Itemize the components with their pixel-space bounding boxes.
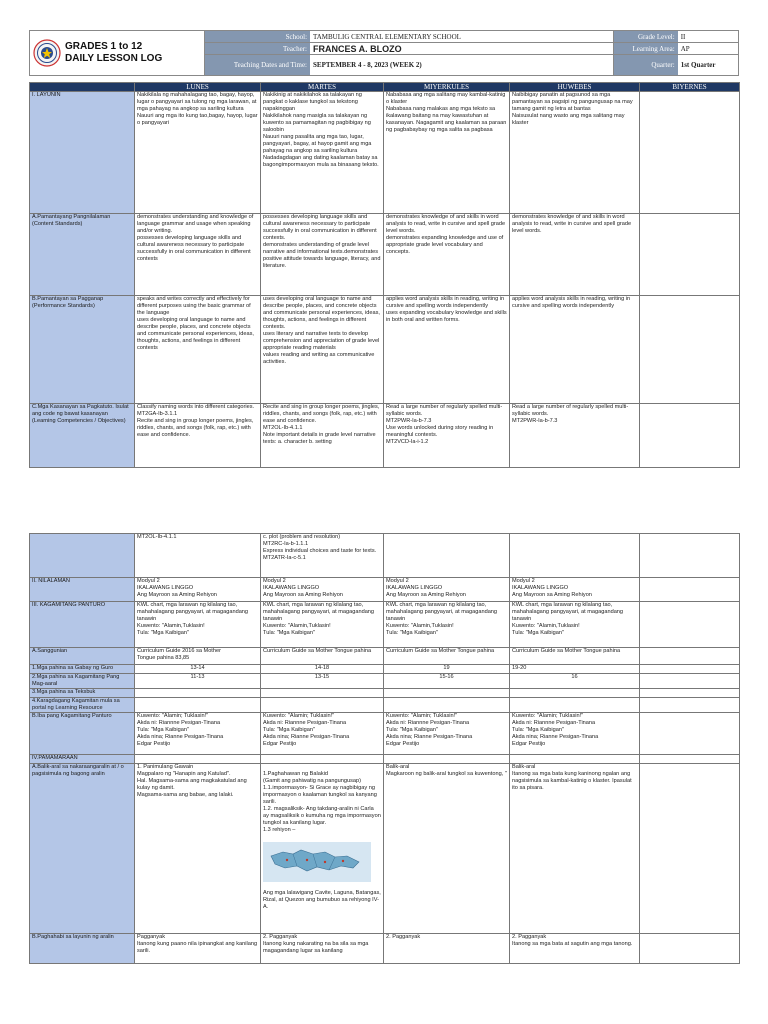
cell-lunes: MT2OL-Ib-4.1.1: [135, 534, 261, 578]
day-header-lunes: LUNES: [135, 83, 261, 92]
cell-biyernes: [640, 578, 740, 602]
grade-label: Grade Level:: [614, 31, 678, 42]
cell-miyerkules: KWL chart, mga larawan ng kilalang tao, mahahalagang pangyayari, at magagandang tanawin Kuwento: "Alamin,Tuklasin! Tula: "Mga Kaibigan": [384, 602, 510, 648]
lesson-table-page-1: [29, 82, 740, 468]
cell-lunes: 1. Panimulang Gawain Magpalaro ng "Hanapin ang Katulad". Hal. Magsama-sama ang magkakatulad ang kulay ng damit. Magsama-sama ang babae, ang lalaki.: [135, 764, 261, 934]
row-label: 1.Mga pahina sa Gabay ng Guro: [30, 665, 135, 674]
header-title-block: [30, 31, 205, 75]
teacher-value: FRANCES A. BLOZO: [313, 43, 402, 54]
cell-huwebes: KWL chart, mga larawan ng kilalang tao, mahahalagang pangyayari, at magagandang tanawin Kuwento: "Alamin,Tuklasin! Tula: "Mga Kaibigan": [510, 602, 640, 648]
table-row-competencies-continued: [30, 534, 740, 578]
cell-lunes: [135, 698, 261, 713]
cell-huwebes: Curriculum Guide sa Mother Tongue pahina: [510, 648, 640, 665]
cell-martes: Curriculum Guide sa Mother Tongue pahina: [261, 648, 384, 665]
cell-huwebes: Read a large number of regularly spelled multi-syllabic words. MT2PWR-Ia-b-7.3: [510, 404, 640, 468]
cell-miyerkules: Balik-aral Magkaroon ng balik-aral tungkol sa kuwentong, ": [384, 764, 510, 934]
cell-huwebes: 16: [510, 674, 640, 689]
cell-huwebes: demonstrates knowledge of and skills in word analysis to read, write in cursive and spell grade level words.: [510, 214, 640, 296]
cell-miyerkules: applies word analysis skills in reading, writing in cursive and spelling words independently uses expanding vocabulary knowledge and skills in both oral and written forms.: [384, 296, 510, 404]
table-row-kagamitang-panturo: [30, 602, 740, 648]
row-label: B.Iba pang Kagamitang Panturo: [30, 713, 135, 755]
cell-lunes: Classify naming words into different categories. MT2GA-Ib-3.1.1 Recite and sing in group longer poems, jingles, riddles, chants, and songs (folk, rap, etc.) with ease and confidence.: [135, 404, 261, 468]
header-quarter-row: [614, 55, 738, 75]
cell-martes: c. plot (problem and resolution) MT2RC-Ia-b-1.1.1 Express individual choices and taste for texts. MT2ATR-Ia-c-5.1: [261, 534, 384, 578]
row-label: C.Mga Kasanayan sa Pagkatuto. Isulat ang code ng bawat kasanayan (Learning Competencies / Objectives): [30, 404, 135, 468]
cell-martes: 13-15: [261, 674, 384, 689]
cell-lunes: KWL chart, mga larawan ng kilalang tao, mahahalagang pangyayari, at magagandang tanawin Kuwento: "Alamin,Tuklasin! Tula: "Mga Kaibigan": [135, 602, 261, 648]
cell-lunes: 11-13: [135, 674, 261, 689]
cell-biyernes: [640, 713, 740, 755]
cell-huwebes: Kuwento: "Alamin; Tuklasin!" Akda ni: Riannne Pesigan-Tinana Tula: "Mga Kaibigan" Akda nina; Rianne Pesigan-Tinana Edgar Pestijo: [510, 713, 640, 755]
cell-lunes: Modyul 2 IKALAWANG LINGGO Ang Mayroon sa Aming Rehiyon: [135, 578, 261, 602]
row-label: 2.Mga pahina sa Kagamitang Pang Mag-aaral: [30, 674, 135, 689]
table-row-iba-pang-kagamitan: [30, 713, 740, 755]
cell-huwebes: [510, 698, 640, 713]
header-info-block: [205, 31, 614, 75]
table-row-paghahabi: [30, 934, 740, 964]
header-title: [65, 41, 162, 65]
header-title-line2: DAILY LESSON LOG: [65, 53, 163, 64]
cell-biyernes: [640, 214, 740, 296]
cell-huwebes: [510, 689, 640, 698]
table-row-learning-competencies: [30, 404, 740, 468]
cell-lunes: Nakikilala ng mahahalagang tao, bagay, hayop, lugar o pangyayari sa tulong ng mga larawan, at mga pahayag na angkop sa sariling kultura Nauuri ang mga ito kung tao,bagay, hayop, lugar o pangyayari: [135, 92, 261, 214]
area-label: Learning Area:: [614, 43, 678, 54]
cell-huwebes: Modyul 2 IKALAWANG LINGGO Ang Mayroon sa Aming Rehiyon: [510, 578, 640, 602]
dates-value: SEPTEMBER 4 - 8, 2023 (WEEK 2): [313, 61, 422, 69]
cell-biyernes: [640, 755, 740, 764]
cell-martes: [261, 698, 384, 713]
cell-biyernes: [640, 648, 740, 665]
cell-martes: [261, 755, 384, 764]
cell-huwebes: [510, 534, 640, 578]
header-dates-row: [205, 55, 613, 75]
cell-miyerkules: [384, 689, 510, 698]
cell-biyernes: [640, 602, 740, 648]
map-caption: Ang mga lalawigang Cavite, Laguna, Batangas, Rizal, at Quezon ang bumubuo sa rehiyong IV-A.: [263, 890, 381, 910]
cell-huwebes: [510, 755, 640, 764]
cell-lunes: speaks and writes correctly and effectively for different purposes using the basic grammar of the language uses developing oral language to name and describe people, places, and concrete objects and communicate personal experiences, ideas, thoughts, actions, and feelings in different contexts: [135, 296, 261, 404]
table-row-sanggunian: [30, 648, 740, 665]
cell-miyerkules: demonstrates knowledge of and skills in word analysis to read, write in cursive and spell grade level words. demonstrates expanding knowledge and use of appropriate grade level vocabulary and concepts.: [384, 214, 510, 296]
cell-miyerkules: Kuwento: "Alamin; Tuklasin!" Akda ni: Riannne Pesigan-Tinana Tula: "Mga Kaibigan" Akda nina; Rianne Pesigan-Tinana Edgar Pestijo: [384, 713, 510, 755]
cell-biyernes: [640, 698, 740, 713]
table-row-gabay-ng-guro: [30, 665, 740, 674]
lesson-log-header: [29, 30, 739, 76]
teacher-label: Teacher:: [205, 43, 310, 54]
lesson-log-page-2: [29, 533, 739, 964]
area-value: AP: [680, 44, 690, 53]
row-label: 3.Mga pahina sa Teksbuk: [30, 689, 135, 698]
cell-biyernes: [640, 404, 740, 468]
cell-biyernes: [640, 534, 740, 578]
cell-miyerkules: Modyul 2 IKALAWANG LINGGO Ang Mayroon sa Aming Rehiyon: [384, 578, 510, 602]
cell-biyernes: [640, 934, 740, 964]
lesson-table-page-2: [29, 533, 740, 964]
cell-miyerkules: Curriculum Guide sa Mother Tongue pahina: [384, 648, 510, 665]
cell-huwebes: Naibibigay panatin at pagsunod sa mga pamantayan sa pagsipi ng pangungusap na may tamang gamit ng letra at bantas Naisusulat nang wasto ang mga salitang may klaster: [510, 92, 640, 214]
deped-seal-icon: [33, 39, 61, 67]
day-header-row: [30, 83, 740, 92]
quarter-value: 1st Quarter: [680, 61, 716, 69]
cell-biyernes: [640, 296, 740, 404]
row-label: 4.Karagdagang Kagamitan mula sa portal ng Learning Resource: [30, 698, 135, 713]
row-label: [30, 534, 135, 578]
row-label: IV.PAMAMARAAN: [30, 755, 135, 764]
cell-martes: uses developing oral language to name and describe people, places, and concrete objects and communicate personal experiences, ideas, thoughts, actions, and feelings in different contexts. uses literary and narrative texts to develop comprehension and appreciation of grade level appropriate reading materials values reading and writing as communicative activities.: [261, 296, 384, 404]
row-label: A.Sanggunian: [30, 648, 135, 665]
cell-martes: KWL chart, mga larawan ng kilalang tao, mahahalagang pangyayari, at magagandang tanawin Kuwento: "Alamin,Tuklasin! Tula: "Mga Kaibigan": [261, 602, 384, 648]
day-header-biyernes: BIYERNES: [640, 83, 740, 92]
cell-martes: Recite and sing in group longer poems, jingles, riddles, chants, and songs (folk, rap, etc.) with ease and confidence. MT2OL-Ib-4.1.1 Note important details in grade level narrative texts: a. character b. setting: [261, 404, 384, 468]
calabarzon-map-image: [263, 842, 371, 882]
quarter-label: Quarter:: [614, 55, 678, 75]
row-label: B.Paghahabi sa layunin ng aralin: [30, 934, 135, 964]
table-row-layunin: [30, 92, 740, 214]
cell-huwebes: Balik-aral Itanong sa mga bata kung kaninong ngalan ang nagsisimula sa kambal-katinig o klaster. Ipasulat ito sa pisara.: [510, 764, 640, 934]
cell-huwebes: 19-20: [510, 665, 640, 674]
cell-martes: Nakikinig at nakikilahok sa talakayan ng pangkat o kaklase tungkol sa tekstong napakinggan Nakikilahok nang masigla sa talakayan ng kuwento sa pamamagitan ng pagbibigay ng saloobin Nauuri nang pasalita ang mga tao, lugar, pangyayari, bagay, at hayop gamit ang mga pahayag na angkop sa sariling kultura Nadadagdagan ang dating kaalaman batay sa bagongimpormasyon mula sa binasang teksto.: [261, 92, 384, 214]
cell-miyerkules: [384, 698, 510, 713]
dates-label: Teaching Dates and Time:: [205, 55, 310, 75]
header-school-row: [205, 31, 613, 43]
table-row-teksbuk: [30, 689, 740, 698]
cell-miyerkules: 19: [384, 665, 510, 674]
cell-biyernes: [640, 92, 740, 214]
cell-biyernes: [640, 665, 740, 674]
cell-martes: [261, 689, 384, 698]
cell-martes: Modyul 2 IKALAWANG LINGGO Ang Mayroon sa Aming Rehiyon: [261, 578, 384, 602]
cell-huwebes: applies word analysis skills in reading, writing in cursive and spelling words independently: [510, 296, 640, 404]
cell-biyernes: [640, 674, 740, 689]
table-row-pamamaraan: [30, 755, 740, 764]
cell-miyerkules: [384, 534, 510, 578]
cell-miyerkules: 2. Pagganyak: [384, 934, 510, 964]
cell-martes: Kuwento: "Alamin; Tuklasin!" Akda ni: Riannne Pesigan-Tinana Tula: "Mga Kaibigan" Akda nina; Rianne Pesigan-Tinana Edgar Pestijo: [261, 713, 384, 755]
cell-biyernes: [640, 764, 740, 934]
school-value: TAMBULIG CENTRAL ELEMENTARY SCHOOL: [313, 32, 461, 41]
table-row-performance-standards: [30, 296, 740, 404]
cell-miyerkules: Read a large number of regularly spelled multi-syllabic words. MT2PWR-Ia-b-7.3 Use words unlocked during story reading in meaningful contexts. MT2VCD-Ia-i-1.2: [384, 404, 510, 468]
cell-lunes: [135, 689, 261, 698]
table-row-nilalaman: [30, 578, 740, 602]
school-label: School:: [205, 31, 310, 42]
day-header-martes: MARTES: [261, 83, 384, 92]
corner-header: [30, 83, 135, 92]
row-label: B.Pamantayan sa Pagganap (Performance Standards): [30, 296, 135, 404]
cell-martes: 2. Pagganyak Itanong kung nakarating na ba sila sa mga magagandang lugar sa kanilang: [261, 934, 384, 964]
row-label: A.Balik-aral sa nakaraangaralin at / o pagsisimula ng bagong aralin: [30, 764, 135, 934]
row-label: III. KAGAMITANG PANTURO: [30, 602, 135, 648]
header-title-line1: GRADES 1 to 12: [65, 41, 143, 52]
header-area-row: [614, 43, 738, 55]
table-row-learning-resource: [30, 698, 740, 713]
cell-martes: [261, 764, 384, 934]
cell-lunes: Pagganyak Itanong kung paano nila ipinangkat ang kanilang sarili.: [135, 934, 261, 964]
cell-lunes: Curriculum Guide 2016 sa Mother Tongue pahina 83,85: [135, 648, 261, 665]
cell-miyerkules: Nababasa ang mga salitang may kambal-katinig o klaster Nababasa nang malakas ang mga teksto sa ikalawang baitang na may kawastuhan at kasanayan. Nagagamit ang kaalaman sa paraan ng pagbabaybay ng mga salita sa pagbasa: [384, 92, 510, 214]
table-row-balik-aral: [30, 764, 740, 934]
cell-lunes: 13-14: [135, 665, 261, 674]
cell-martes: possesses developing language skills and cultural awareness necessary to participate successfully in oral communication in different contexts. demonstrates understanding of grade level narrative and informational texts.demonstrates positive attitude towards language, literacy, and literature.: [261, 214, 384, 296]
cell-huwebes: 2. Pagganyak Itanong sa mga bata at sagutin ang mga tanong.: [510, 934, 640, 964]
cell-biyernes: [640, 689, 740, 698]
cell-lunes: demonstrates understanding and knowledge of language grammar and usage when speaking and/or writing. possesses developing language skills and cultural awareness necessary to participate successfully in oral communication in different contexts: [135, 214, 261, 296]
lesson-log-page-1: [29, 30, 739, 468]
day-header-miyerkules: MIYERKULES: [384, 83, 510, 92]
table-row-content-standards: [30, 214, 740, 296]
paghahawan-text: 1.Paghahawan ng Balakid (Gamit ang pahiwatig na pangungusap) 1.1.impormasyon- Si Grace ay nagbibigay ng impormasyon o kaalaman tungkol sa kanyang sarili. 1.2. magsaliksik- Ang takdang-aralin ni Carla ay magsaliksik o kumuha ng mga impormasyon tungkol sa kanilang lugar. 1.3 rehiyon –: [263, 771, 381, 833]
cell-martes: 14-18: [261, 665, 384, 674]
header-grade-row: [614, 31, 738, 43]
cell-miyerkules: [384, 755, 510, 764]
cell-lunes: [135, 755, 261, 764]
day-header-huwebes: HUWEBES: [510, 83, 640, 92]
row-label: II. NILALAMAN: [30, 578, 135, 602]
grade-value: II: [680, 32, 686, 41]
header-class-block: [614, 31, 738, 75]
cell-lunes: Kuwento: "Alamin; Tuklasin!" Akda ni: Riannne Pesigan-Tinana Tula: "Mga Kaibigan" Akda nina; Rianne Pesigan-Tinana Edgar Pestijo: [135, 713, 261, 755]
table-row-kagamitang-pang-mag-aaral: [30, 674, 740, 689]
row-label: A.Pamantayang Pangnilalaman (Content Standards): [30, 214, 135, 296]
row-label: I. LAYUNIN: [30, 92, 135, 214]
header-teacher-row: [205, 43, 613, 55]
cell-miyerkules: 15-16: [384, 674, 510, 689]
